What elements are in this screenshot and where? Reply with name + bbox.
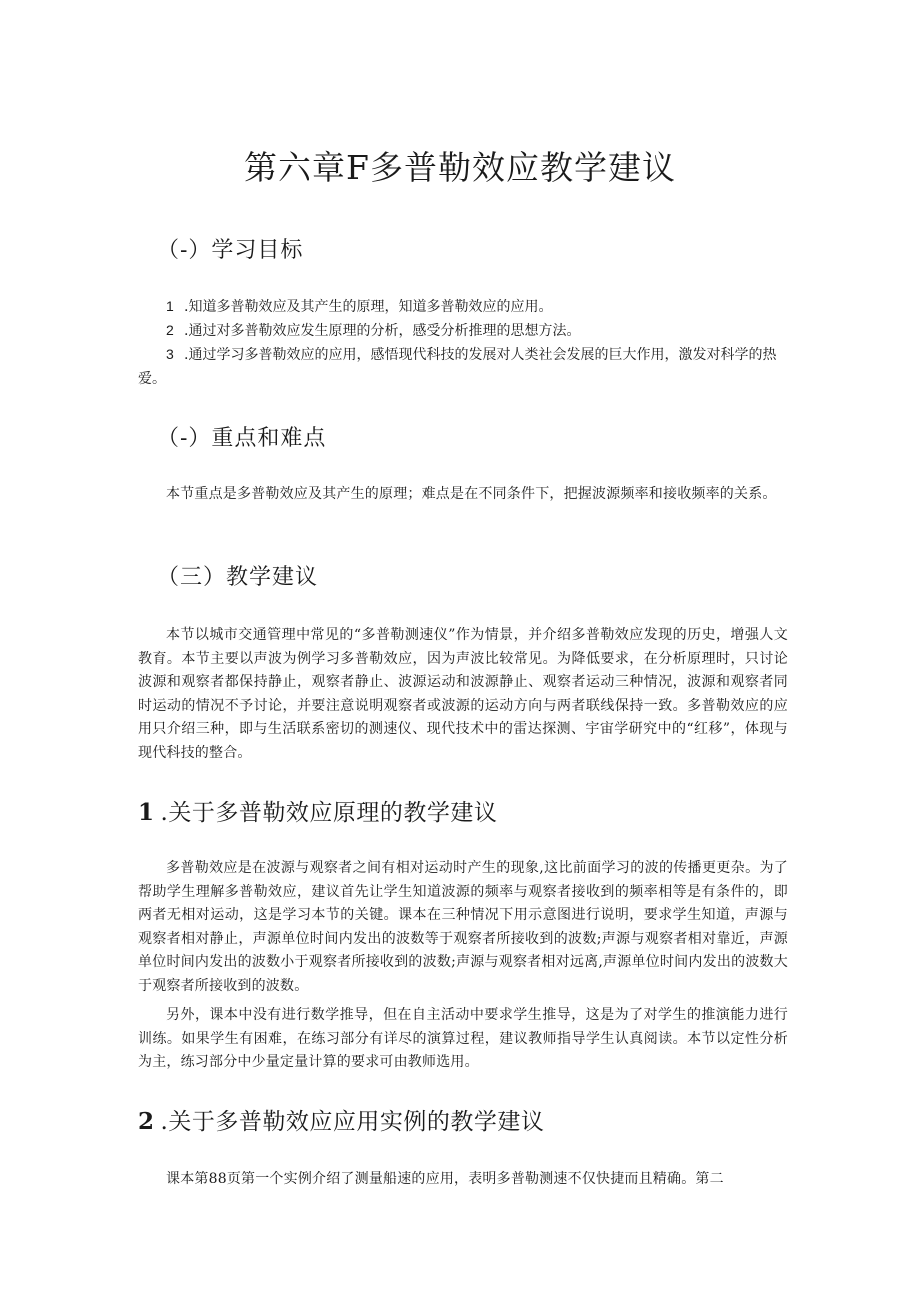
subsection-heading-applications	[138, 1106, 544, 1138]
list-item-number: 3	[166, 346, 174, 362]
subsection-number: 1	[138, 799, 155, 826]
page-title: 第六章F多普勒效应教学建议	[244, 148, 676, 187]
list-item	[138, 343, 788, 391]
list-item-text: .通过对多普勒效应发生原理的分析，感受分析推理的思想方法。	[184, 323, 581, 339]
subsection-title: .关于多普勒效应应用实例的教学建议	[160, 1109, 545, 1135]
subsection-heading-principle	[138, 797, 497, 829]
list-item-text: .通过学习多普勒效应的应用，感悟现代科技的发展对人类社会发展的巨大作用，激发对科学的热爱。	[138, 347, 777, 387]
subsection-number: 2	[138, 1108, 155, 1135]
section-heading-teaching-advice: （三）教学建议	[157, 565, 319, 590]
section-heading-learning-goals: （-）学习目标	[157, 238, 304, 263]
list-item	[138, 295, 788, 320]
subsection-title: .关于多普勒效应原理的教学建议	[160, 800, 498, 826]
list-item-number: 1	[166, 298, 174, 314]
teaching-advice-paragraph: 本节以城市交通管理中常见的“多普勒测速仪”作为情景，并介绍多普勒效应发现的历史，增强人文教育。本节主要以声波为例学习多普勒效应，因为声波比较常见。为降低要求，在分析原理时，只讨论波源和观察者都保持静止，观察者静止、波源运动和波源静止、观察者运动三种情况，波源和观察者同时运动的情况不予讨论，并要注意说明观察者或波源的运动方向与两者联线保持一致。多普勒效应的应用只介绍三种，即与生活联系密切的测速仪、现代技术中的雷达探测、宇宙学研究中的“红移”，体现与现代科技的整合。	[138, 627, 788, 761]
key-points-paragraph: 本节重点是多普勒效应及其产生的原理；难点是在不同条件下，把握波源频率和接收频率的关系。	[166, 486, 777, 502]
applications-paragraph: 课本第88页第一个实例介绍了测量船速的应用，表明多普勒测速不仅快捷而且精确。第二	[166, 1171, 724, 1187]
principle-paragraph-1: 多普勒效应是在波源与观察者之间有相对运动时产生的现象,这比前面学习的波的传播更更杂。为了帮助学生理解多普勒效应，建议首先让学生知道波源的频率与观察者接收到的频率相等是有条件的，即两者无相对运动，这是学习本节的关键。课本在三种情况下用示意图进行说明，要求学生知道，声源与观察者相对静止，声源单位时间内发出的波数等于观察者所接收到的波数;声源与观察者相对靠近，声源单位时间内发出的波数小于观察者所接收到的波数;声源与观察者相对远离,声源单位时间内发出的波数大于观察者所接收到的波数。	[138, 860, 788, 994]
list-item	[138, 319, 788, 344]
section-heading-key-points: （-）重点和难点	[157, 426, 327, 451]
list-item-text: .知道多普勒效应及其产生的原理，知道多普勒效应的应用。	[184, 299, 553, 315]
list-item-number: 2	[166, 322, 174, 338]
principle-paragraph-2: 另外，课本中没有进行数学推导，但在自主活动中要求学生推导，这是为了对学生的推演能力进行训练。如果学生有困难，在练习部分有详尽的演算过程，建议教师指导学生认真阅读。本节以定性分析为主，练习部分中少量定量计算的要求可由教师选用。	[138, 1007, 788, 1070]
